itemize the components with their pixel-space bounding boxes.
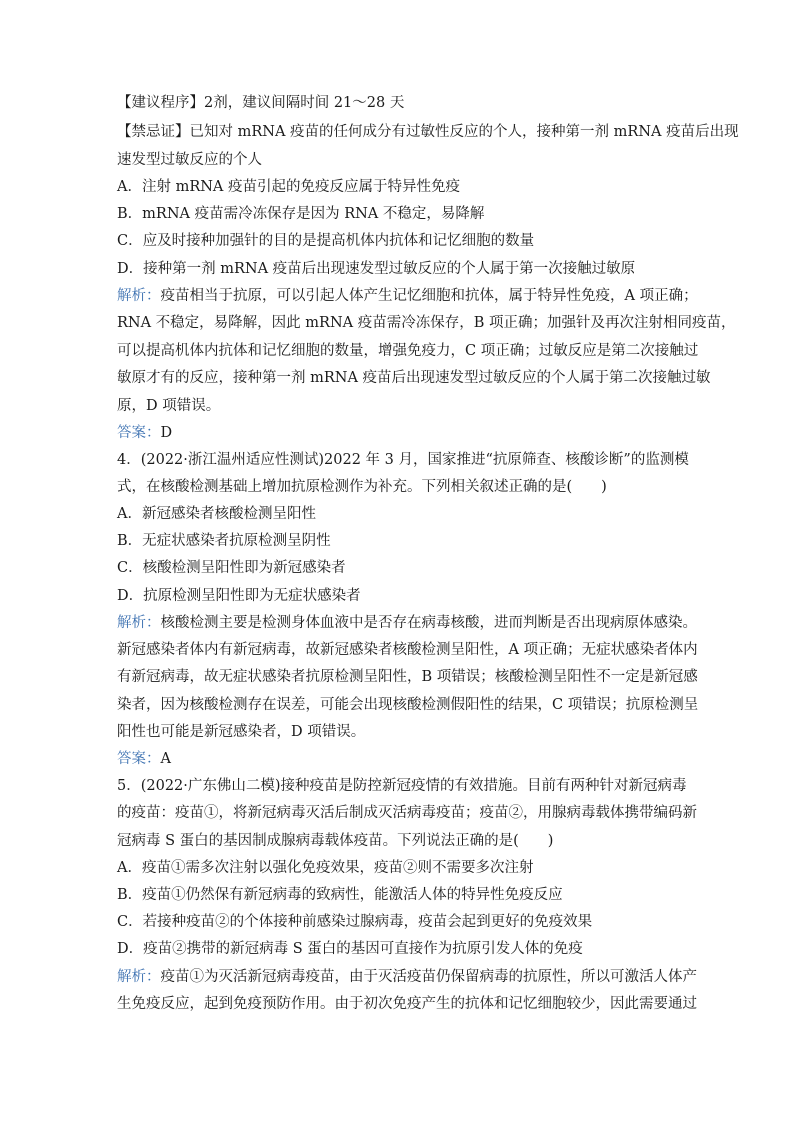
analysis-text: 疫苗①为灭活新冠病毒疫苗，由于灭活疫苗仍保留病毒的抗原性，所以可激活人体产	[160, 969, 697, 985]
option-b: B．mRNA 疫苗需冷冻保存是因为 RNA 不稳定，易降解	[117, 206, 485, 222]
text-line: 【建议程序】2剂，建议间隔时间 21～28 天	[117, 95, 405, 111]
text-line: 原，D 项错误。	[117, 398, 221, 414]
text-line: 阳性也可能是新冠感染者，D 项错误。	[117, 724, 366, 740]
text-line: 有新冠病毒，故无症状感染者抗原检测呈阳性，B 项错误；核酸检测呈阳性不一定是新冠感	[117, 669, 698, 685]
text-line: 速发型过敏反应的个人	[117, 152, 262, 168]
analysis-line	[117, 286, 698, 306]
analysis-text: 疫苗相当于抗原，可以引起人体产生记忆细胞和抗体，属于特异性免疫，A 项正确；	[160, 288, 698, 304]
text-line: RNA 不稳定，易降解，因此 mRNA 疫苗需冷冻保存，B 项正确；加强针及再次注射相同疫苗，	[117, 315, 736, 331]
option-b: B．疫苗①仍然保有新冠病毒的致病性，能激活人体的特异性免疫反应	[117, 887, 563, 903]
question-5-stem: 5．(2022·广东佛山二模)接种疫苗是防控新冠疫情的有效措施。目前有两种针对新冠病毒	[117, 778, 687, 794]
option-a: A．新冠感染者核酸检测呈阳性	[117, 506, 316, 522]
question-4-stem: 4．(2022·浙江温州适应性测试)2022 年 3 月，国家推进“抗原筛查、核酸诊断”的监测模	[117, 452, 689, 468]
text-line: 敏原才有的反应，接种第一剂 mRNA 疫苗后出现速发型过敏反应的个人属于第二次接触过敏	[117, 370, 711, 386]
answer-value: D	[160, 425, 173, 441]
analysis-line	[117, 613, 697, 633]
answer-label: 答案：	[117, 751, 161, 767]
analysis-label: 解析：	[117, 615, 161, 631]
text-line: 的疫苗：疫苗①，将新冠病毒灭活后制成灭活病毒疫苗；疫苗②，用腺病毒载体携带编码新	[117, 805, 697, 821]
answer-line	[117, 423, 172, 443]
option-c: C．核酸检测呈阳性即为新冠感染者	[117, 560, 346, 576]
analysis-label: 解析：	[117, 969, 161, 985]
option-d: D．接种第一剂 mRNA 疫苗后出现速发型过敏反应的个人属于第一次接触过敏原	[117, 261, 636, 277]
analysis-text: 核酸检测主要是检测身体血液中是否存在病毒核酸，进而判断是否出现病原体感染。	[160, 615, 697, 631]
analysis-line	[117, 967, 697, 987]
option-b: B．无症状感染者抗原检测呈阴性	[117, 533, 331, 549]
option-c: C．若接种疫苗②的个体接种前感染过腺病毒，疫苗会起到更好的免疫效果	[117, 914, 593, 930]
option-d: D．抗原检测呈阳性即为无症状感染者	[117, 588, 361, 604]
text-line: 新冠感染者体内有新冠病毒，故新冠感染者核酸检测呈阳性，A 项正确；无症状感染者体内	[117, 642, 698, 658]
text-line: 生免疫反应，起到免疫预防作用。由于初次免疫产生的抗体和记忆细胞较少，因此需要通过	[117, 996, 697, 1012]
text-line: 可以提高机体内抗体和记忆细胞的数量，增强免疫力，C 项正确；过敏反应是第二次接触过	[117, 343, 699, 359]
text-line: 式，在核酸检测基础上增加抗原检测作为补充。下列相关叙述正确的是( )	[117, 479, 607, 495]
answer-label: 答案：	[117, 425, 161, 441]
option-d: D．疫苗②携带的新冠病毒 S 蛋白的基因可直接作为抗原引发人体的免疫	[117, 941, 583, 957]
option-a: A．注射 mRNA 疫苗引起的免疫反应属于特异性免疫	[117, 179, 461, 195]
analysis-label: 解析：	[117, 288, 161, 304]
answer-value: A	[160, 751, 171, 767]
text-line: 【禁忌证】已知对 mRNA 疫苗的任何成分有过敏性反应的个人，接种第一剂 mRNA 疫苗后出现	[117, 124, 739, 140]
text-line: 染者，因为核酸检测存在误差，可能会出现核酸检测假阳性的结果，C 项错误；抗原检测呈	[117, 697, 699, 713]
option-c: C．应及时接种加强针的目的是提高机体内抗体和记忆细胞的数量	[117, 233, 535, 249]
answer-line	[117, 749, 171, 769]
text-line: 冠病毒 S 蛋白的基因制成腺病毒载体疫苗。下列说法正确的是( )	[117, 833, 554, 849]
option-a: A．疫苗①需多次注射以强化免疫效果，疫苗②则不需要多次注射	[117, 860, 534, 876]
